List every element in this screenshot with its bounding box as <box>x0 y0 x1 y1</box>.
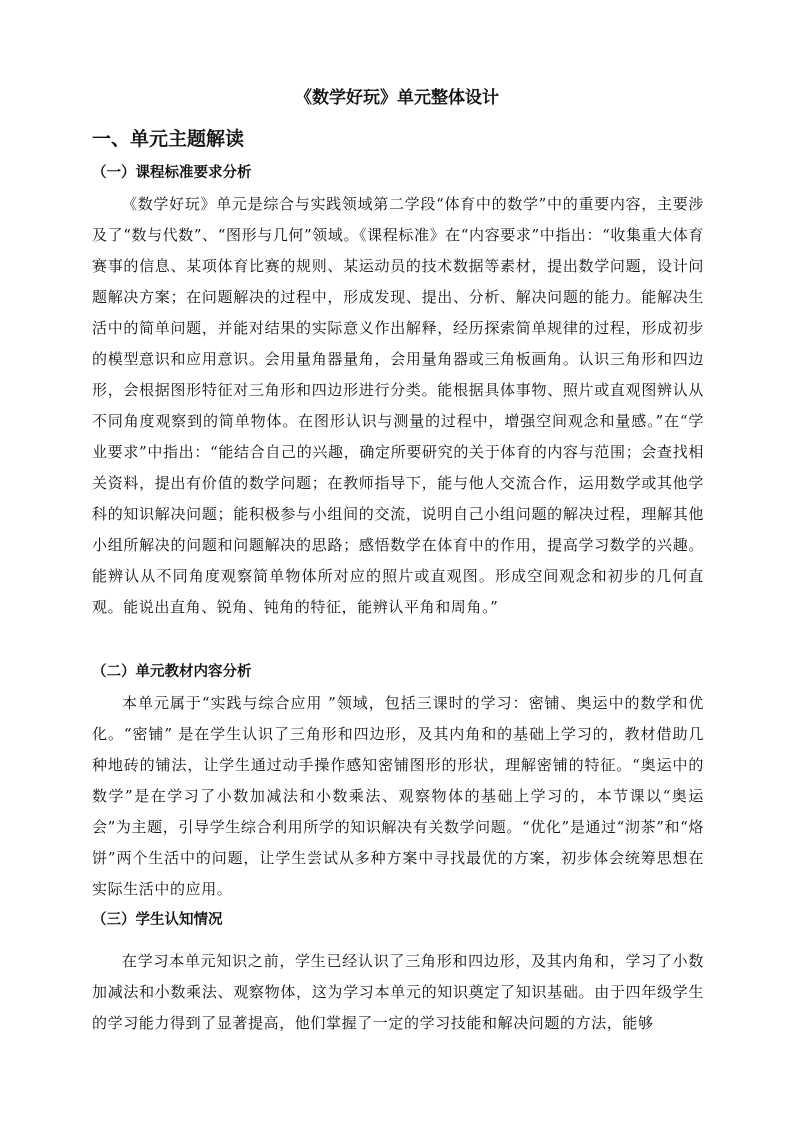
section-heading-unit-theme: 一、单元主题解读 <box>92 128 245 150</box>
subsection-heading-curriculum-standards: （一）课程标准要求分析 <box>92 165 252 181</box>
subsection-heading-student-cognition: （三）学生认知情况 <box>92 912 223 928</box>
paragraph-student-cognition: 在学习本单元知识之前，学生已经认识了三角形和四边形，及其内角和，学习了小数加减法和小数乘法、观察物体，这为学习本单元的知识奠定了知识基础。由于四年级学生的学习能力得到了显著提高，他们掌握了一定的学习技能和解决问题的方法，能够 <box>92 952 704 1032</box>
paragraph-curriculum-standards: 《数学好玩》单元是综合与实践领域第二学段“体育中的数学”中的重要内容，主要涉及了“数与代数”、“图形与几何”领域。《课程标准》在“内容要求”中指出：“收集重大体育赛事的信息、某项体育比赛的规则、某运动员的技术数据等素材，提出数学问题，设计问题解决方案；在问题解决的过程中，形成发现、提出、分析、解决问题的能力。能解决生活中的简单问题，并能对结果的实际意义作出解释，经历探索简单规律的过程，形成初步的模型意识和应用意识。会用量角器量角，会用量角器或三角板画角。认识三角形和四边形，会根据图形特征对三角形和四边形进行分类。能根据具体事物、照片或直观图辨认从不同角度观察到的简单物体。在图形认识与测量的过程中，增强空间观念和量感。”在“学业要求”中指出：“能结合自己的兴趣，确定所要研究的关于体育的内容与范围；会查找相关资料，提出有价值的数学问题；在教师指导下，能与他人交流合作，运用数学或其他学科的知识解决问题；能积极参与小组间的交流，说明自己小组问题的解决过程，理解其他小组所解决的问题和问题解决的思路；感悟数学在体育中的作用，提高学习数学的兴趣。能辨认从不同角度观察简单物体所对应的照片或直观图。形成空间观念和初步的几何直观。能说出直角、锐角、钝角的特征，能辨认平角和周角。” <box>92 195 704 616</box>
paragraph-textbook-content: 本单元属于“实践与综合应用 ”领域，包括三课时的学习：密铺、奥运中的数学和优化。“密铺” 是在学生认识了三角形和四边形，及其内角和的基础上学习的，教材借助几种地砖的铺法，让学生通过动手操作感知密铺图形的形状，理解密铺的特征。“奥运中的数学”是在学习了小数加减法和小数乘法、观察物体的基础上学习的，本节课以“奥运会”为主题，引导学生综合利用所学的知识解决有关数学问题。“优化”是通过“沏茶”和“烙饼”两个生活中的问题，让学生尝试从多种方案中寻找最优的方案，初步体会统筹思想在实际生活中的应用。 <box>92 694 704 898</box>
subsection-heading-textbook-content: （二）单元教材内容分析 <box>92 664 252 680</box>
document-title: 《数学好玩》单元整体设计 <box>295 88 499 108</box>
